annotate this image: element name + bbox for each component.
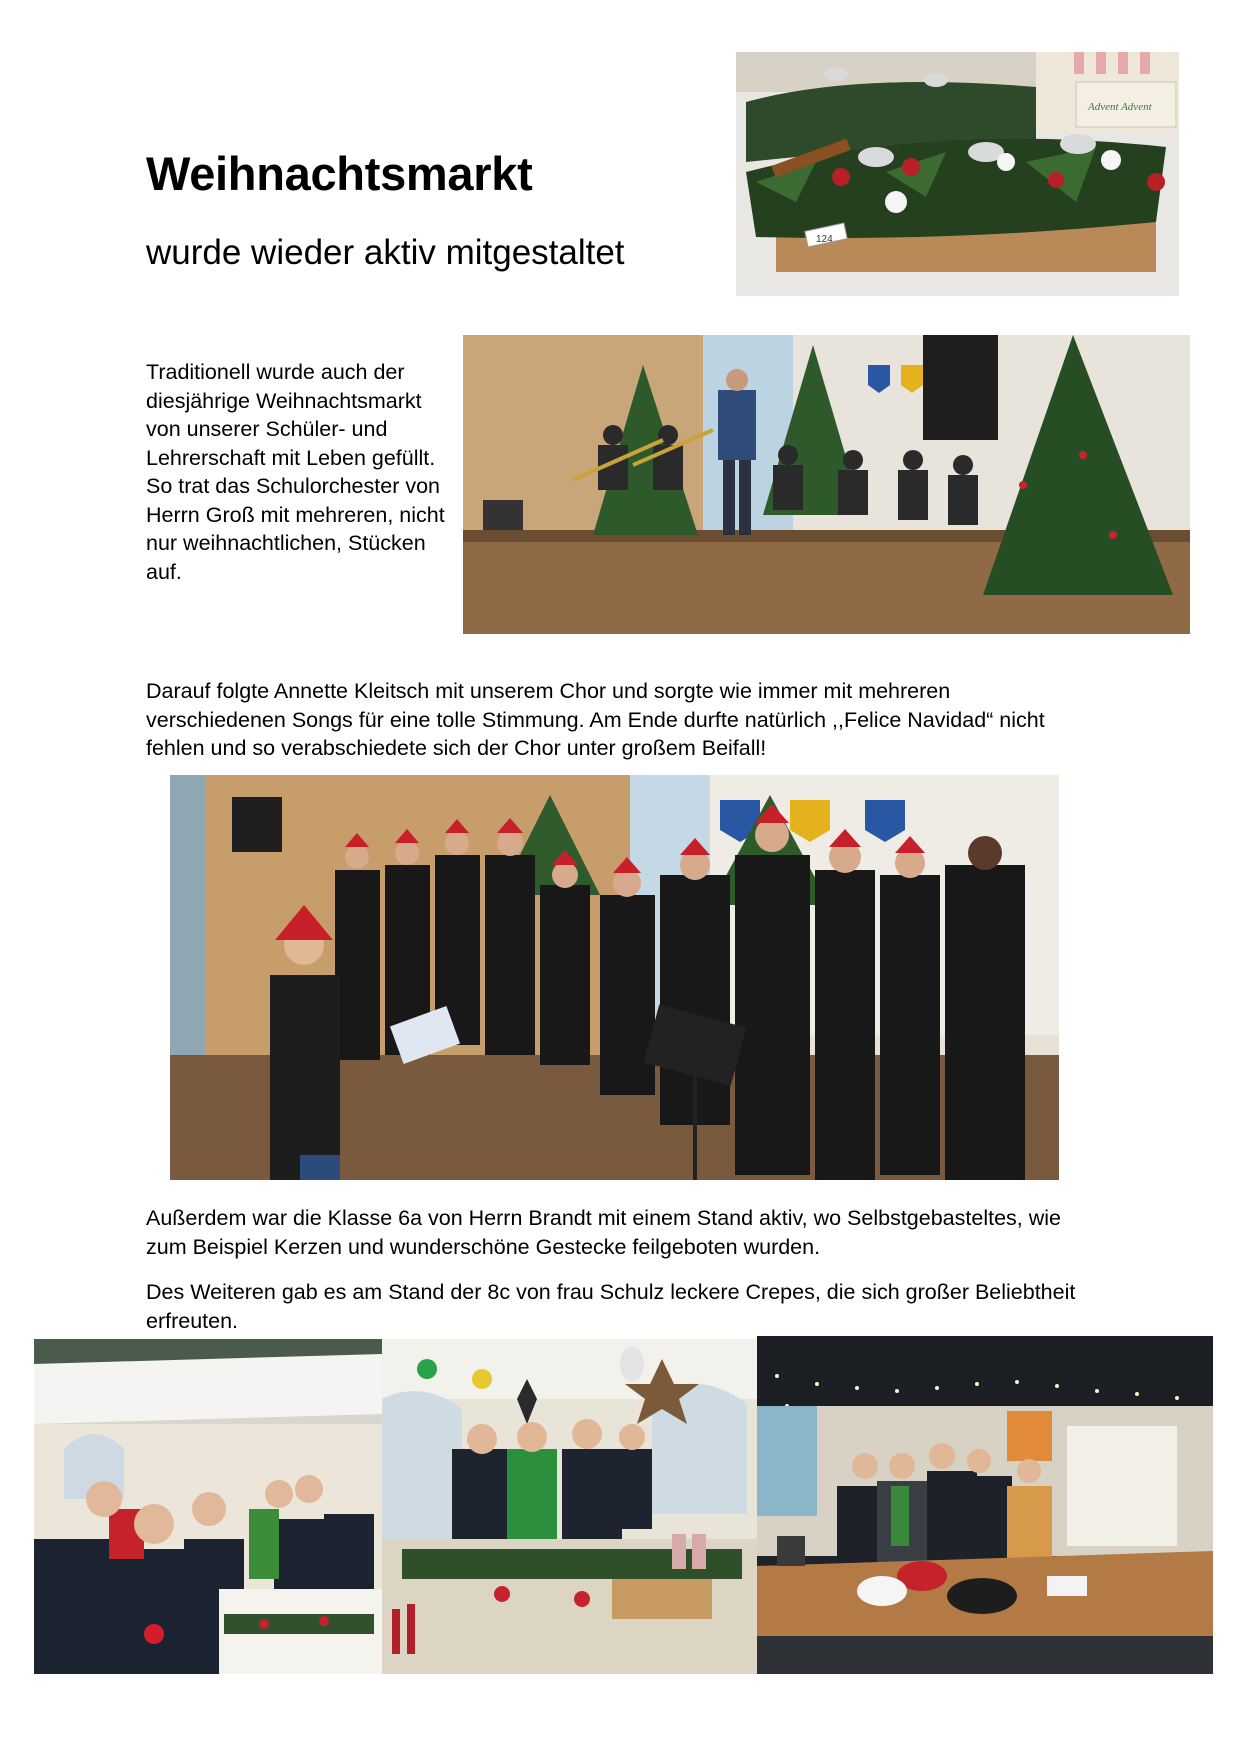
advent-arrangement-photo <box>736 52 1179 296</box>
orchestra-paragraph: Traditionell wurde auch der diesjährige Weihnachtsmarkt von unserer Schüler- und Lehrerschaft mit Leben gefüllt. So trat das Schulorchester von Herrn Groß mit mehreren, nicht nur weihnachtlichen, Stücken auf. <box>146 360 445 584</box>
stand-6a-photo-left <box>34 1339 382 1674</box>
page-subtitle: wurde wieder aktiv mitgestaltet <box>146 233 625 272</box>
page-title: Weihnachtsmarkt <box>146 147 533 200</box>
stand-6a-photo-middle <box>382 1339 757 1674</box>
choir-paragraph: Darauf folgte Annette Kleitsch mit unserem Chor und sorgte wie immer mit mehreren verschiedenen Songs für eine tolle Stimmung. Am Ende durfte natürlich ,,Felice Navidad“ nicht fehlen und so verabschiedete sich der Chor unter großem Beifall! <box>146 679 1045 760</box>
crepes-stand-8c-photo <box>757 1336 1213 1674</box>
choir-photo <box>170 775 1059 1180</box>
arrangement-sign-text: Advent Advent <box>1088 101 1152 113</box>
class-8c-paragraph: Des Weiteren gab es am Stand der 8c von frau Schulz leckere Crepes, die sich großer Beliebtheit erfreuten. <box>146 1280 1076 1333</box>
school-orchestra-photo <box>463 335 1190 634</box>
price-tag-text: 124 <box>816 234 833 245</box>
class-6a-paragraph: Außerdem war die Klasse 6a von Herrn Brandt mit einem Stand aktiv, wo Selbstgebasteltes, wie zum Beispiel Kerzen und wunderschöne Gestecke feilgeboten wurden. <box>146 1206 1061 1259</box>
